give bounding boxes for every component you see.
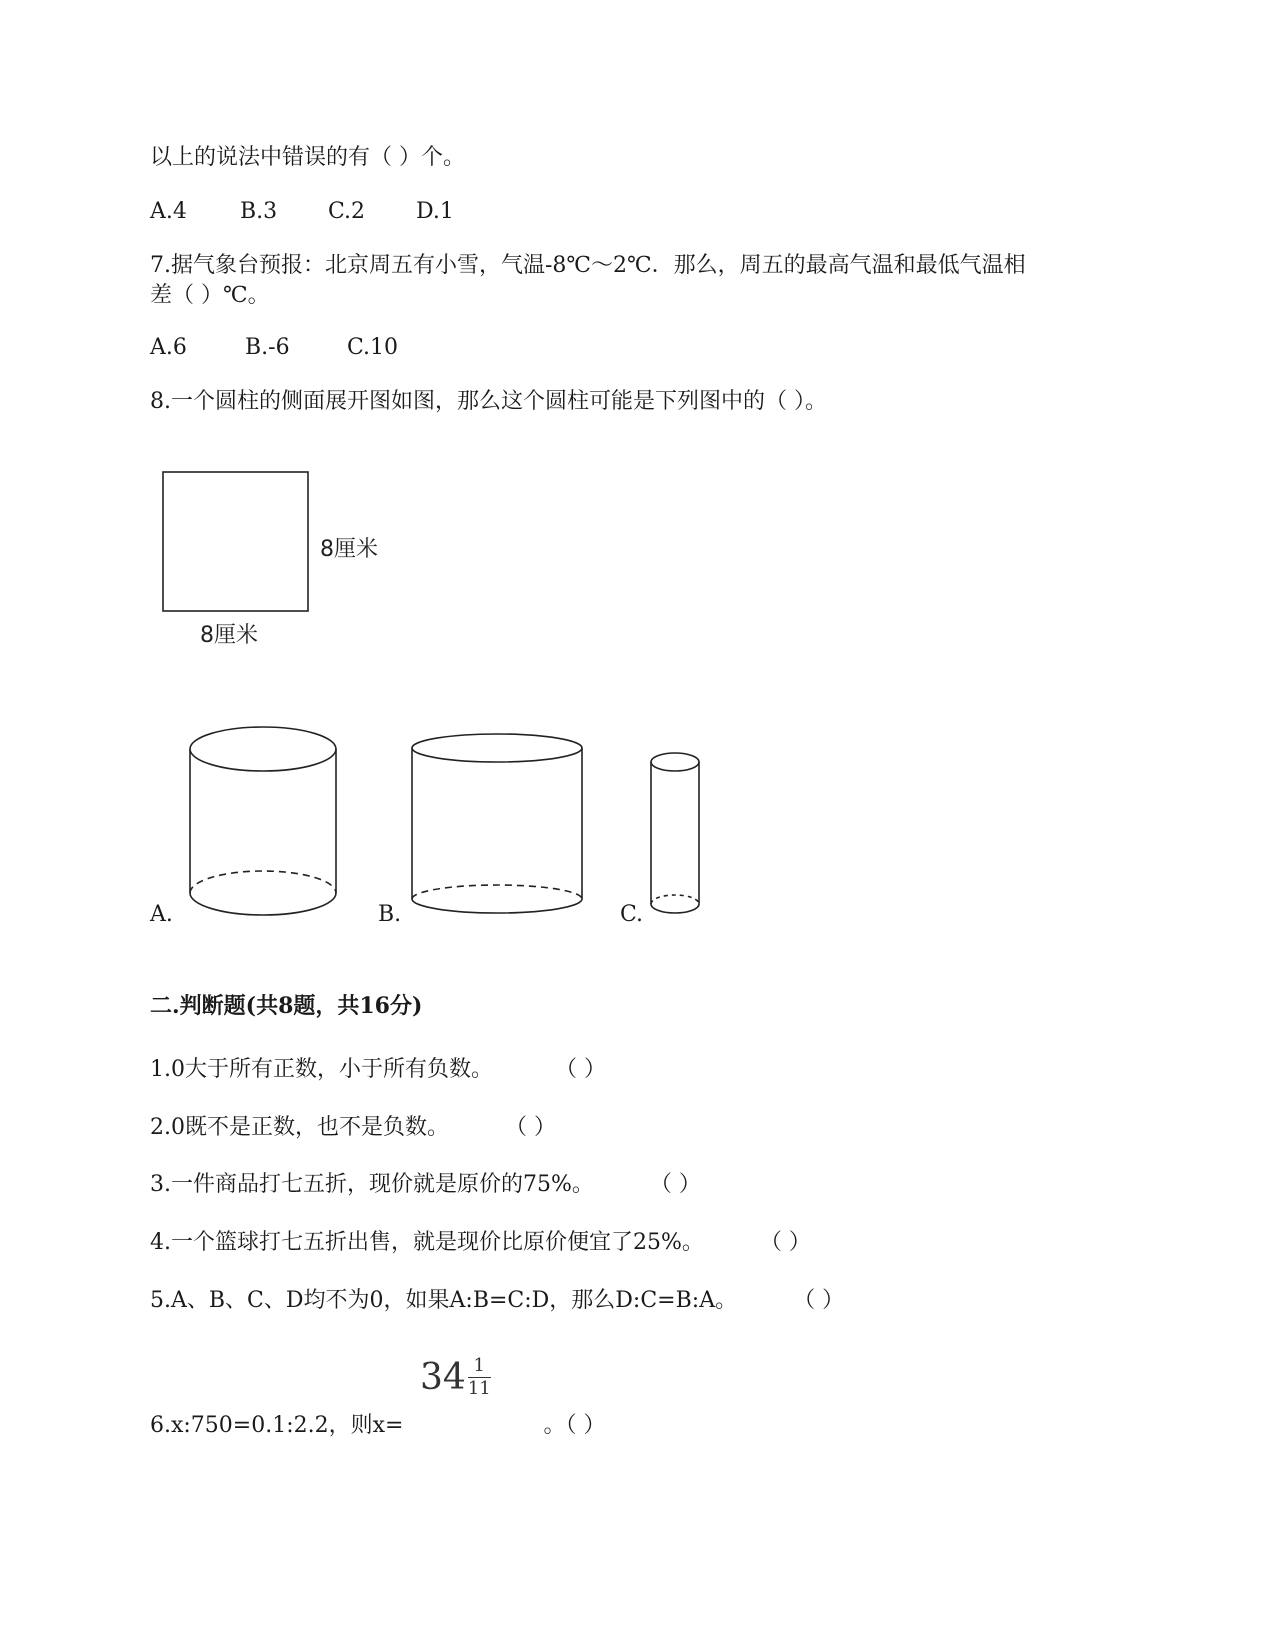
item-text: 1.0大于所有正数，小于所有负数。 xyxy=(150,1057,493,1082)
side-length-label: 8厘米 xyxy=(320,537,378,562)
mixed-number-fraction xyxy=(468,1355,491,1400)
judgment-item-6 xyxy=(150,1410,605,1442)
cylinder-c xyxy=(651,753,699,913)
judgment-item-5 xyxy=(150,1285,844,1317)
question-text: 8.一个圆柱的侧面展开图如图，那么这个圆柱可能是下列图中的（ ）。 xyxy=(150,389,827,414)
judgment-item-1 xyxy=(150,1054,606,1086)
answer-paren: （ ） xyxy=(505,1115,556,1140)
choice-label-a: A. xyxy=(150,902,173,927)
option-a: A.6 xyxy=(150,335,187,360)
option-d: D.1 xyxy=(416,199,454,224)
choice-label-c: C. xyxy=(620,902,644,927)
fraction-denominator: 11 xyxy=(467,1378,491,1399)
answer-paren: （ ） xyxy=(759,1230,811,1255)
item-text: 5.A、B、C、D均不为0，如果A:B=C:D，那么D:C=B:A。 xyxy=(150,1288,738,1313)
choice-label-b: B. xyxy=(378,902,402,927)
judgment-item-4 xyxy=(150,1227,811,1259)
item-text: 3.一件商品打七五折，现价就是原价的75%。 xyxy=(150,1172,594,1197)
question-text: 以上的说法中错误的有（ ）个。 xyxy=(150,145,465,170)
item-text: 6.x:750=0.1:2.2，则x= xyxy=(150,1413,404,1438)
question-text: 7.据气象台预报：北京周五有小雪，气温-8℃～2℃．那么，周五的最高气温和最低气温相 xyxy=(150,253,1026,278)
option-a: A.4 xyxy=(150,199,187,224)
item-text: 4.一个篮球打七五折出售，就是现价比原价便宜了25%。 xyxy=(150,1230,704,1255)
cylinder-a xyxy=(190,727,336,915)
answer-paren: （ ） xyxy=(793,1288,845,1313)
option-b: B.3 xyxy=(240,199,278,224)
mixed-number-whole: 34 xyxy=(420,1357,466,1398)
option-c: C.2 xyxy=(328,199,366,224)
answer-paren: （ ） xyxy=(649,1172,701,1197)
question-text: 差（ ）℃。 xyxy=(150,283,270,308)
mixed-number xyxy=(420,1355,491,1400)
option-c: C.10 xyxy=(347,335,399,360)
judgment-item-2 xyxy=(150,1112,556,1144)
judgment-item-3 xyxy=(150,1169,701,1201)
bottom-length-label: 8厘米 xyxy=(200,623,258,648)
answer-paren: 。（ ） xyxy=(543,1413,606,1438)
answer-paren: （ ） xyxy=(555,1057,606,1082)
cylinder-b xyxy=(412,734,582,913)
fraction-numerator: 1 xyxy=(468,1355,491,1378)
option-b: B.-6 xyxy=(245,335,290,360)
item-text: 2.0既不是正数，也不是负数。 xyxy=(150,1115,449,1140)
section-heading: 二.判断题(共8题，共16分) xyxy=(150,993,423,1019)
